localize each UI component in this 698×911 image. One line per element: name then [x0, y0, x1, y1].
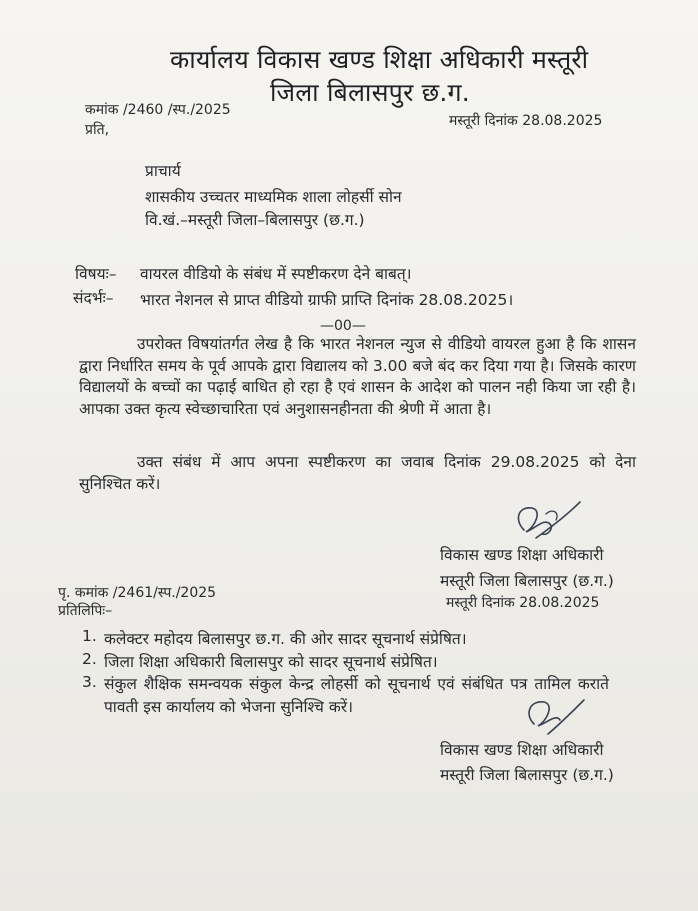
- copy-item-number: 2.: [82, 650, 97, 668]
- prati-label: प्रति,: [85, 122, 110, 138]
- office-title: कार्यालय विकास खण्ड शिक्षा अधिकारी मस्तूरी: [170, 45, 589, 74]
- copy-number: पृ. कमांक /2461/स्प./2025: [58, 585, 217, 601]
- office-district: जिला बिलासपुर छ.ग.: [270, 78, 470, 107]
- subject-label: विषयः–: [75, 265, 117, 283]
- separator: —00—: [320, 318, 366, 334]
- copy-item-text: कलेक्टर महोदय बिलासपुर छ.ग. की ओर सादर सूचनार्थ संप्रेषित।: [104, 630, 467, 648]
- copy-item-text: संकुल शैक्षिक समन्वयक संकुल केन्द्र लोहर्सी को सूचनार्थ एवं संबंधित पत्र तामिल कराते पावती इस कार्यालय को भेजना सुनिश्चि करें।: [104, 675, 609, 716]
- letter-number: कमांक /2460 /स्प./2025: [85, 102, 231, 118]
- copy-label: प्रतिलिपिः–: [58, 603, 113, 619]
- copy-item-number: 1.: [82, 627, 97, 645]
- addressee-title: प्राचार्य: [145, 162, 181, 180]
- body-paragraph-1: उपरोक्त विषयांतर्गत लेख है कि भारत नेशनल न्युज से वीडियो वायरल हुआ है कि शासन द्वारा निर्धारित समय के पूर्व आपके द्वारा विद्यालय को 3.00 बजे बंद कर दिया गया है। जिसके कारण विद्यालयों के बच्चों का पढ़ाई बाधित हो रहा है एवं शासन के आदेश को पालन नही किया जा रही है। आपका उक्त कृत्य स्वेच्छाचारिता एवं अनुशासनहीनता की श्रेणी में आता है।: [79, 335, 636, 418]
- signature1-designation: विकास खण्ड शिक्षा अधिकारी: [440, 546, 604, 564]
- signature2-place: मस्तूरी जिला बिलासपुर (छ.ग.): [440, 766, 614, 784]
- addressee-school: शासकीय उच्चतर माध्यमिक शाला लोहर्सी सोन: [145, 188, 402, 206]
- signature1-place: मस्तूरी जिला बिलासपुर (छ.ग.): [440, 572, 614, 590]
- signature1-date: मस्तूरी दिनांक 28.08.2025: [446, 595, 600, 611]
- signature2-designation: विकास खण्ड शिक्षा अधिकारी: [440, 741, 604, 759]
- copy-item-text: जिला शिक्षा अधिकारी बिलासपुर को सादर सूचनार्थ संप्रेषित।: [104, 653, 438, 671]
- letter-place-date: मस्तूरी दिनांक 28.08.2025: [449, 113, 603, 129]
- body-paragraph-2: उक्त संबंध में आप अपना स्पष्टीकरण का जवाब दिनांक 29.08.2025 को देना सुनिश्चित करें।: [79, 453, 636, 493]
- subject-text: वायरल वीडियो के संबंध में स्पष्टीकरण देने बाबत्।: [140, 265, 412, 283]
- reference-text: भारत नेशनल से प्राप्त वीडियो ग्राफी प्राप्ति दिनांक 28.08.2025।: [140, 291, 514, 309]
- addressee-location: वि.खं.–मस्तूरी जिला–बिलासपुर (छ.ग.): [145, 211, 365, 229]
- reference-label: संदर्भः–: [73, 289, 114, 307]
- copy-item-number: 3.: [82, 673, 97, 691]
